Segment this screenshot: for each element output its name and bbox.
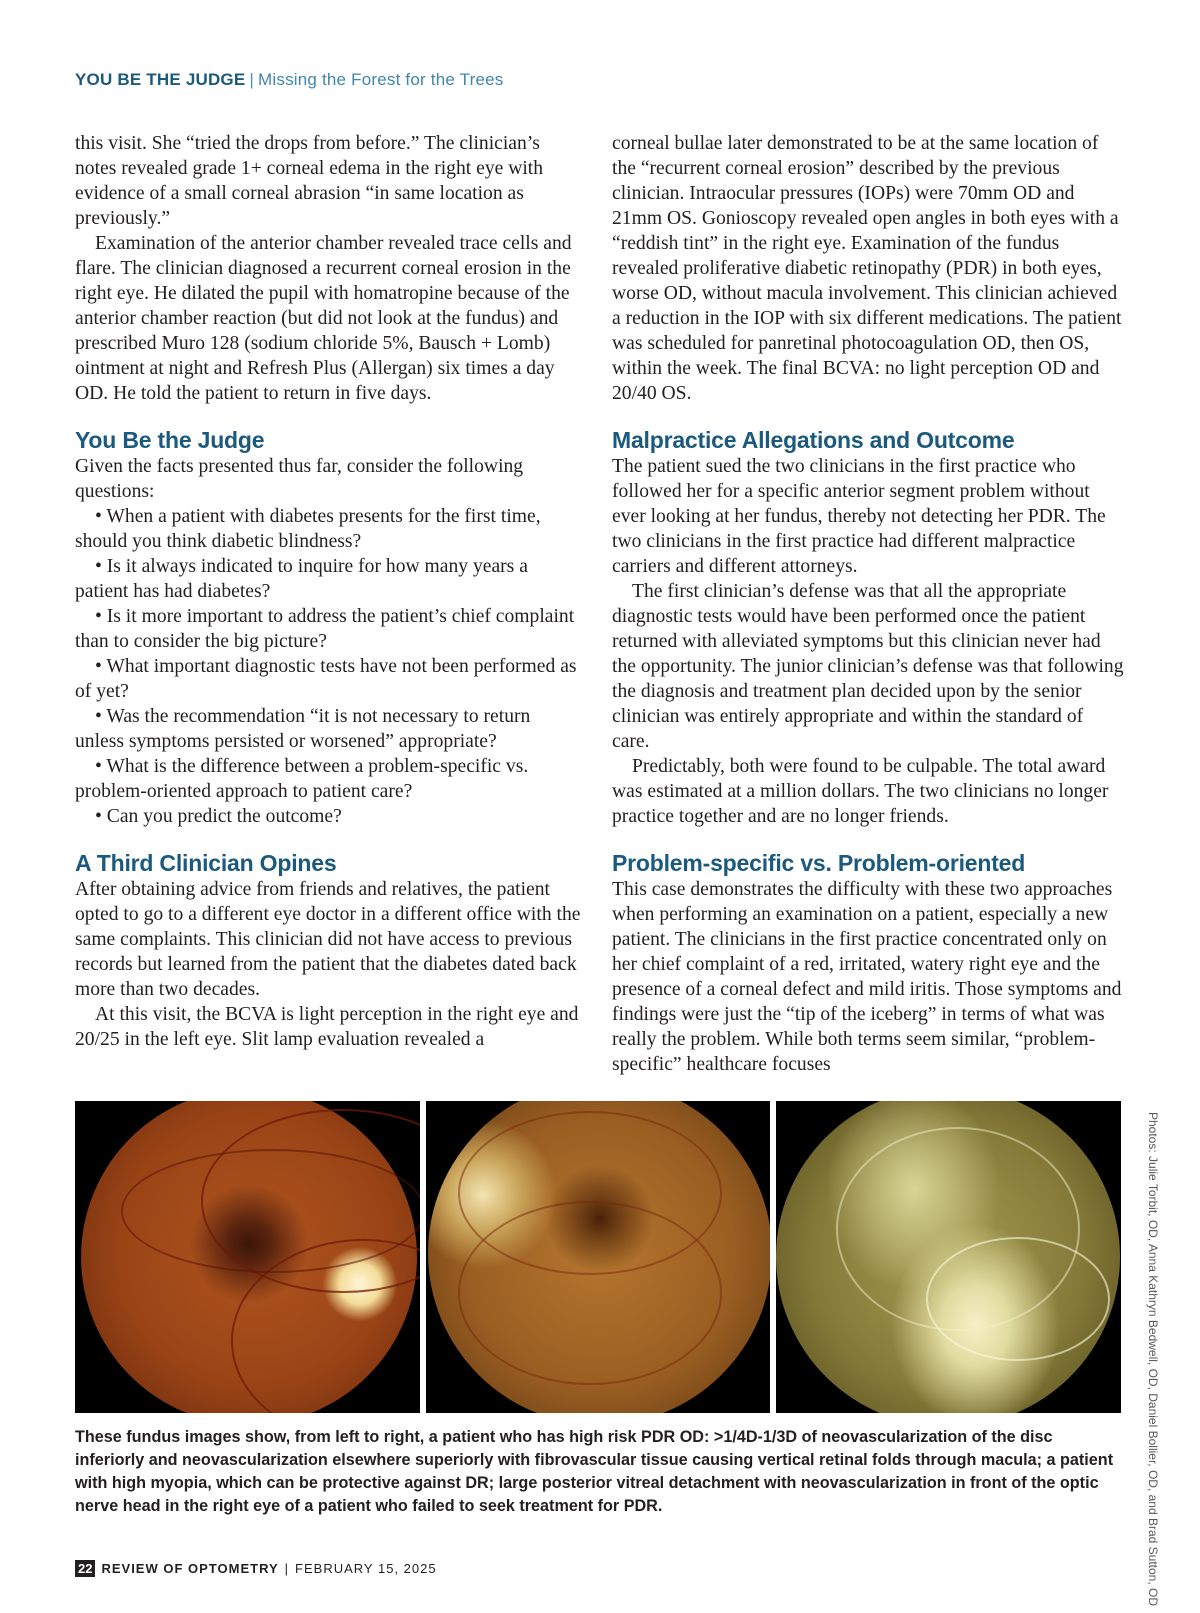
paragraph: The patient sued the two clinicians in the first practice who followed her for a specific anterior segment problem without ever looking at her fundus, thereby not detecting her PDR. The two clinicians in the first practice had different malpractice carriers and different attorneys.	[612, 456, 1106, 577]
paragraph: Given the facts presented thus far, consider the following questions:	[75, 456, 524, 502]
question-item: • Is it more important to address the patient’s chief complaint than to consider the big picture?	[75, 606, 575, 652]
paragraph: At this visit, the BCVA is light perception in the right eye and 20/25 in the left eye. Slit lamp evaluation revealed a	[75, 1004, 579, 1050]
fundus-image-myopia	[426, 1101, 771, 1413]
footer-separator: |	[284, 1561, 290, 1576]
question-item: • Can you predict the outcome?	[95, 806, 342, 827]
article-subtitle: Missing the Forest for the Trees	[258, 70, 504, 89]
page-number: 22	[75, 1560, 95, 1577]
fundus-photo	[776, 1101, 1120, 1413]
page-footer	[75, 1560, 437, 1577]
heading-problem-specific: Problem-specific vs. Problem-oriented	[612, 850, 1026, 876]
paragraph: Examination of the anterior chamber revealed trace cells and flare. The clinician diagnosed a recurrent corneal erosion in the right eye. He dilated the pupil with homatropine because of the anterior chamber reaction (but did not look at the fundus) and prescribed Muro 128 (sodium chloride 5%, Bausch + Lomb) ointment at night and Refresh Plus (Allergan) six times a day OD. He told the patient to return in five days.	[75, 233, 572, 404]
paragraph: corneal bullae later demonstrated to be at the same location of the “recurrent corneal erosion” described by the previous clinician. Intraocular pressures (IOPs) were 70mm OD and 21mm OS. Gonioscopy revealed open angles in both eyes with a “reddish tint” in the right eye. Examination of the fundus revealed proliferative diabetic retinopathy (PDR) in both eyes, worse OD, without macula involvement. This clinician achieved a reduction in the IOP with six different medications. The patient was scheduled for panretinal photocoagulation OD, then OS, within the week. The final BCVA: no light perception OD and 20/40 OS.	[612, 133, 1122, 404]
fundus-photo	[428, 1101, 771, 1413]
question-item: • When a patient with diabetes presents for the first time, should you think diabetic blindness?	[75, 506, 541, 552]
left-column	[75, 131, 583, 1052]
fundus-photo	[81, 1101, 417, 1413]
photo-credit	[1124, 1112, 1162, 1607]
fundus-image-vitreal-detachment	[776, 1101, 1121, 1413]
paragraph: This case demonstrates the difficulty with these two approaches when performing an examination on a patient, especially a new patient. The clinicians in the first practice concentrated only on her chief complaint of a red, irritated, watery right eye and the presence of a corneal defect and mild iritis. Those symptoms and findings were just the “tip of the iceberg” in terms of what was really the problem. While both terms seem similar, “problem-specific” healthcare focuses	[612, 879, 1122, 1075]
issue-date: FEBRUARY 15, 2025	[295, 1561, 437, 1576]
heading-malpractice: Malpractice Allegations and Outcome	[612, 427, 1015, 453]
running-header	[75, 70, 503, 90]
question-item: • What important diagnostic tests have not been performed as of yet?	[75, 656, 577, 702]
fundus-image-strip	[75, 1101, 1121, 1413]
question-item: • Is it always indicated to inquire for how many years a patient has had diabetes?	[75, 556, 528, 602]
right-column	[612, 131, 1124, 1077]
figure-caption: These fundus images show, from left to right, a patient who has high risk PDR OD: >1/4D-1/3D of neovascularization of the disc inferiorly and neovascularization elsewhere superiorly with fibrovascular tissue causing vertical retinal folds through macula; a patient with high myopia, which can be protective against DR; large posterior vitreal detachment with neovascularization in front of the optic nerve head in the right eye of a patient who failed to seek treatment for PDR.	[75, 1428, 1114, 1515]
paragraph: Predictably, both were found to be culpable. The total award was estimated at a million dollars. The two clinicians no longer practice together and are no longer friends.	[612, 756, 1109, 827]
publication-name: REVIEW OF OPTOMETRY	[101, 1561, 279, 1576]
paragraph: After obtaining advice from friends and relatives, the patient opted to go to a different eye doctor in a different office with the same complaints. This clinician did not have access to previous records but learned from the patient that the diabetes dated back more than two decades.	[75, 879, 581, 1000]
fundus-image-pdr	[75, 1101, 420, 1413]
paragraph: The first clinician’s defense was that all the appropriate diagnostic tests would have been performed once the patient returned with alleviated symptoms but this clinician never had the opportunity. The junior clinician’s defense was that following the diagnosis and treatment plan decided upon by the senior clinician was entirely appropriate and within the standard of care.	[612, 581, 1124, 752]
heading-third-clinician: A Third Clinician Opines	[75, 850, 337, 876]
question-item: • What is the difference between a problem-specific vs. problem-oriented approach to patient care?	[75, 756, 529, 802]
paragraph: this visit. She “tried the drops from before.” The clinician’s notes revealed grade 1+ corneal edema in the right eye with evidence of a small corneal abrasion “in same location as previously.”	[75, 133, 544, 229]
photo-credit-text: Photos: Julie Torbit, OD, Anna Kathryn Bedwell, OD, Daniel Bollier, OD, and Brad Sutton, OD	[1146, 1112, 1160, 1607]
header-separator: |	[249, 70, 255, 89]
question-item: • Was the recommendation “it is not necessary to return unless symptoms persisted or worsened” appropriate?	[75, 706, 531, 752]
heading-you-be-the-judge: You Be the Judge	[75, 427, 265, 453]
section-kicker: YOU BE THE JUDGE	[75, 70, 246, 89]
